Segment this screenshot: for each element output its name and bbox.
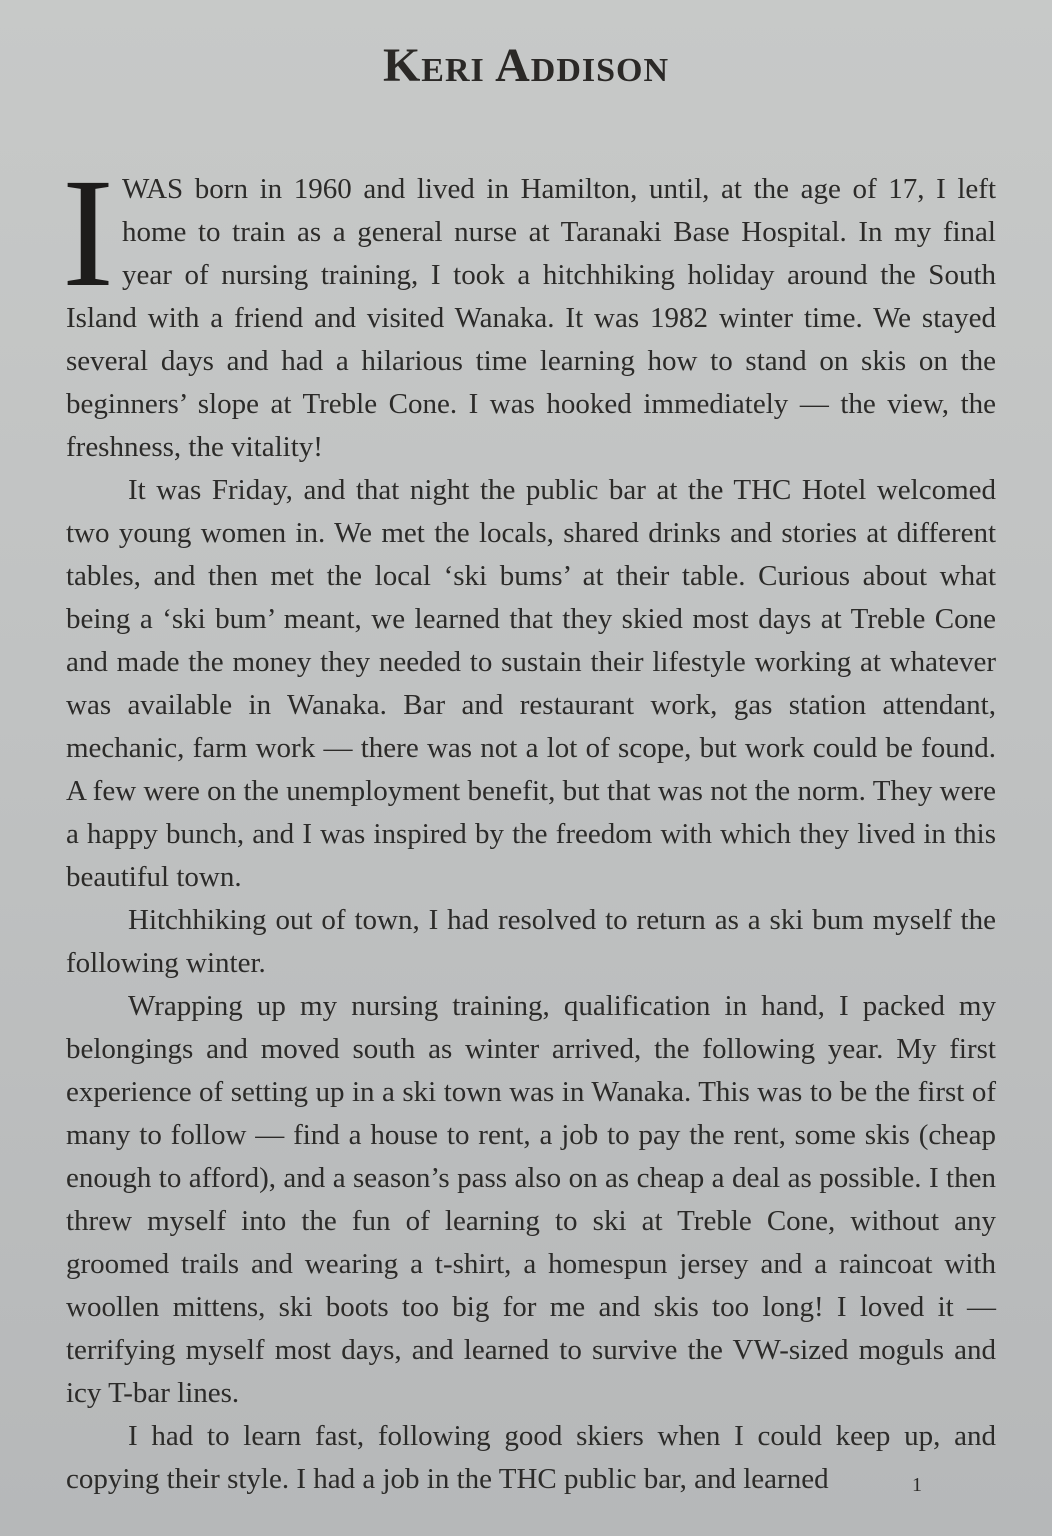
page-number: 1 [912, 1474, 922, 1496]
chapter-title: Keri Addison [382, 39, 670, 92]
paragraph-3: Hitchhiking out of town, I had resolved to return as a ski bum myself the following winter. [66, 904, 996, 979]
paragraph-1 [62, 146, 996, 469]
paragraph-5: I had to learn fast, following good skiers when I could keep up, and copying their style. I had a job in the THC public bar, and learned [66, 1420, 996, 1495]
paragraph-1-text: born in 1960 and lived in Hamilton, until, at the age of 17, I left home to train as a general nurse at Taranaki Base Hospital. In my final year of nursing training, I took a hitchhiking holiday around the South Island with a friend and visited Wanaka. It was 1982 winter time. We stayed several days and had a hilarious time learning how to stand on skis on the beginners’ slope at Treble Cone. I was hooked immediately — the view, the freshness, the vitality! [66, 173, 996, 463]
drop-cap: I [62, 146, 114, 319]
paragraph-1-lead: WAS [121, 173, 184, 205]
paragraph-2: It was Friday, and that night the public bar at the THC Hotel welcomed two young women in. We met the locals, shared drinks and stories at different tables, and then met the local ‘ski bums’ at their table. Curious about what being a ‘ski bum’ meant, we learned that they skied most days at Treble Cone and made the money they needed to sustain their lifestyle working at whatever was available in Wanaka. Bar and restaurant work, gas station attendant, mechanic, farm work — there was not a lot of scope, but work could be found. A few were on the unemployment benefit, but that was not the norm. They were a happy bunch, and I was inspired by the freedom with which they lived in this beautiful town. [66, 474, 996, 893]
chapter-body [62, 146, 996, 1501]
paragraph-4: Wrapping up my nursing training, qualification in hand, I packed my belongings and moved south as winter arrived, the following year. My first experience of setting up in a ski town was in Wanaka. This was to be the first of many to follow — find a house to rent, a job to pay the rent, some skis (cheap enough to afford), and a season’s pass also on as cheap a deal as possible. I then threw myself into the fun of learning to ski at Treble Cone, without any groomed trails and wearing a t-shirt, a homespun jersey and a raincoat with woollen mittens, ski boots too big for me and skis too long! I loved it — terrifying myself most days, and learned to survive the VW-sized moguls and icy T-bar lines. [66, 990, 996, 1409]
